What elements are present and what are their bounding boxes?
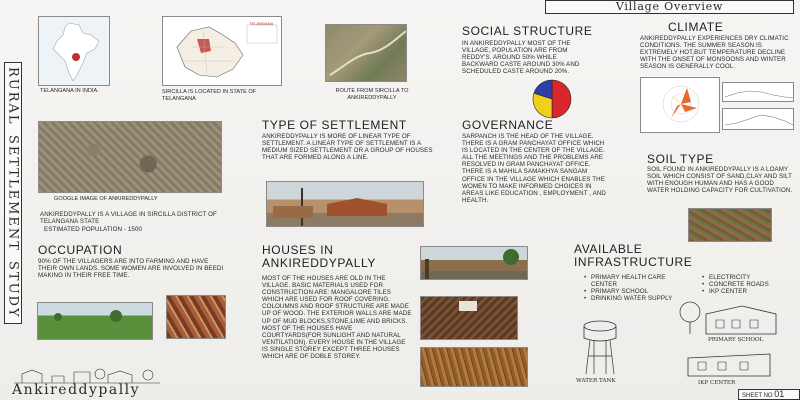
infra-item-electricity: • ELECTRICITY: [702, 274, 792, 281]
social-structure-heading: SOCIAL STRUCTURE: [462, 24, 593, 38]
infra-item-ikp: • IKP CENTER: [702, 288, 792, 295]
ikp-center-sketch: [684, 348, 774, 378]
climate-wind-rose: [640, 77, 720, 133]
house-photo-2: [420, 296, 518, 340]
type-of-settlement-heading: TYPE OF SETTLEMENT: [262, 118, 407, 132]
primary-school-label: PRIMARY SCHOOL: [708, 337, 764, 343]
infra-item-water: • DRINKING WATER SUPPLY: [584, 295, 680, 302]
footer-village-title: Ankireddypally: [12, 382, 141, 398]
caste-pie-chart: [520, 78, 584, 120]
primary-school-sketch: [672, 300, 782, 336]
sheet-number-label: SHEET NO: [742, 393, 773, 399]
house-photo-3: [420, 347, 528, 387]
governance-heading: GOVERNANCE: [462, 118, 554, 132]
infrastructure-list-left: [584, 274, 680, 302]
title-word-2: SETTLEMENT: [5, 135, 21, 252]
sheet-number: 01: [774, 389, 785, 399]
route-caption: ROUTE FROM SIRCILLA TO ANKIREDDYPALLY: [335, 88, 409, 101]
india-caption: TELANGANA IN INDIA.: [40, 88, 99, 94]
india-map: [38, 16, 110, 86]
infra-item-school: • PRIMARY SCHOOL: [584, 288, 680, 295]
ikp-center-label: IKP CENTER: [698, 380, 736, 386]
google-image-caption: GOOGLE IMAGE OF ANKIREDDYPALLY: [54, 196, 158, 202]
pie-slice-0: [552, 80, 571, 118]
infrastructure-heading: [574, 243, 734, 269]
occupation-text: 90% OF THE VILLAGERS ARE INTO FARMING AND HAVE THEIR OWN LANDS. SOME WOMEN ARE INVOLVED IN BEEDI MAKING IN THEIR FREE TIME.: [38, 258, 224, 280]
village-intro-text: ANKIREDDYPALLY IS A VILLAGE IN SIRCILLA DISTRICT OF TELANGANA STATE: [40, 211, 217, 226]
telangana-caption: SIRCILLA IS LOCATED IN STATE OF TELANGANA: [162, 89, 257, 102]
settlement-street-photo: [266, 181, 424, 227]
sheet-number-box: [738, 389, 800, 400]
climate-chart-2: [722, 108, 794, 130]
water-tank-sketch: [580, 318, 620, 376]
route-map: [325, 24, 407, 82]
soil-photo: [688, 208, 772, 242]
infrastructure-heading-text: AVAILABLE INFRASTRUCTURE: [574, 242, 693, 269]
farm-photo: [37, 302, 153, 340]
occupation-heading: OCCUPATION: [38, 243, 123, 257]
beedi-making-photo: [166, 295, 226, 339]
houses-heading: [262, 244, 422, 270]
infra-item-roads: • CONCRETE ROADS: [702, 281, 792, 288]
village-overview-title: Village Overview: [545, 0, 794, 14]
soil-type-text: SOIL FOUND IN ANKIREDDYPALLY IS A LOAMY SOIL WHICH CONSIST OF SAND,CLAY AND SILT WITH ENOUGH HUMAN AND HAS A GOOD WATER HOLDING CAPACITY FOR CULTIVATION.: [647, 166, 793, 195]
climate-chart-1: [722, 82, 794, 102]
house-photo-1: [420, 246, 528, 280]
infrastructure-list-right: [702, 274, 792, 295]
soil-type-heading: SOIL TYPE: [647, 152, 714, 166]
type-of-settlement-text: ANKIREDDYPALLY IS MORE OF LINEAR TYPE OF SETTLEMENT. A LINEAR TYPE OF SETTLEMENT IS A MEDIUM SIZED SETTLEMENT OR A GROUP OF HOUSES THAT ARE FORMED ALONG A LINE.: [262, 133, 433, 162]
climate-text: ANKIREDDYPALLY EXPERIENCES DRY CLIMATIC CONDITIONS. THE SUMMER SEASON IS EXTREMELY HOT,BUT TEMPERATURE DECLINE WITH THE ONSET OF MONSOONS AND WINTER SEASON IS GENERALLY COOL.: [640, 35, 789, 71]
telangana-legend: TELANGANA: [249, 21, 274, 26]
title-word-3: STUDY: [5, 260, 21, 319]
houses-text: MOST OF THE HOUSES ARE OLD IN THE VILLAGE. BASIC MATERIALS USED FOR CONSTRUCTION ARE: MANGALORE TILES WHICH ARE USED FOR ROOF COVERING. COLOUMNS AND ROOF STRUCTURE ARE MADE UP OF WOOD. THE EXTERIOR WALLS ARE MADE UP OF MUD BLOCKS,STONE,LIME AND BRICKS. MOST OF THE HOUSES HAVE COURTYARDS(FOR SUNLIGHT AND NATURAL VENTILATION). EVERY HOUSE IN THE VILLAGE IS SINGLE STOREY EXCEPT THREE HOUSES WHICH ARE OF DOBLE STOREY.: [262, 275, 412, 361]
social-structure-text: IN ANKIREDDYPALLY MOST OF THE VILLAGE, POPULATION ARE FROM REDDY'S. AROUND 50% WHILE BACKWARD CASTE AROUND 30% AND SCHEDULED CASTE AROUND 20%.: [462, 40, 580, 76]
telangana-map: [162, 16, 282, 86]
infra-item-health: • PRIMARY HEALTH CARE CENTER: [584, 274, 680, 288]
population-text: ESTIMATED POPULATION - 1500: [44, 226, 143, 233]
water-tank-label: WATER TANK: [576, 378, 616, 384]
rural-settlement-study-title: [4, 62, 22, 324]
google-image-of-village: [38, 121, 222, 193]
climate-heading: CLIMATE: [668, 20, 724, 34]
title-word-1: RURAL: [5, 67, 21, 127]
governance-text: SARPANCH IS THE HEAD OF THE VILLAGE. THERE IS A GRAM PANCHAYAT OFFICE WHICH IS LOCATED IN THE CENTER OF THE VILLAGE. ALL THE MEETINGS AND THE PROBLEMS ARE RESOLVED IN GRAM PANCHAYAT OFFICE. THERE IS A MAHILA SAMAKHYA SANGAM OFFICE IN THE VILLAGE WHICH ENABLES THE WOMEN TO MAKE INFORMED CHOICES IN AREAS LIKE EDUCATION , EMPLOYMENT , AND HEALTH.: [462, 133, 606, 204]
houses-heading-text: HOUSES IN ANKIREDDYPALLY: [262, 243, 376, 270]
